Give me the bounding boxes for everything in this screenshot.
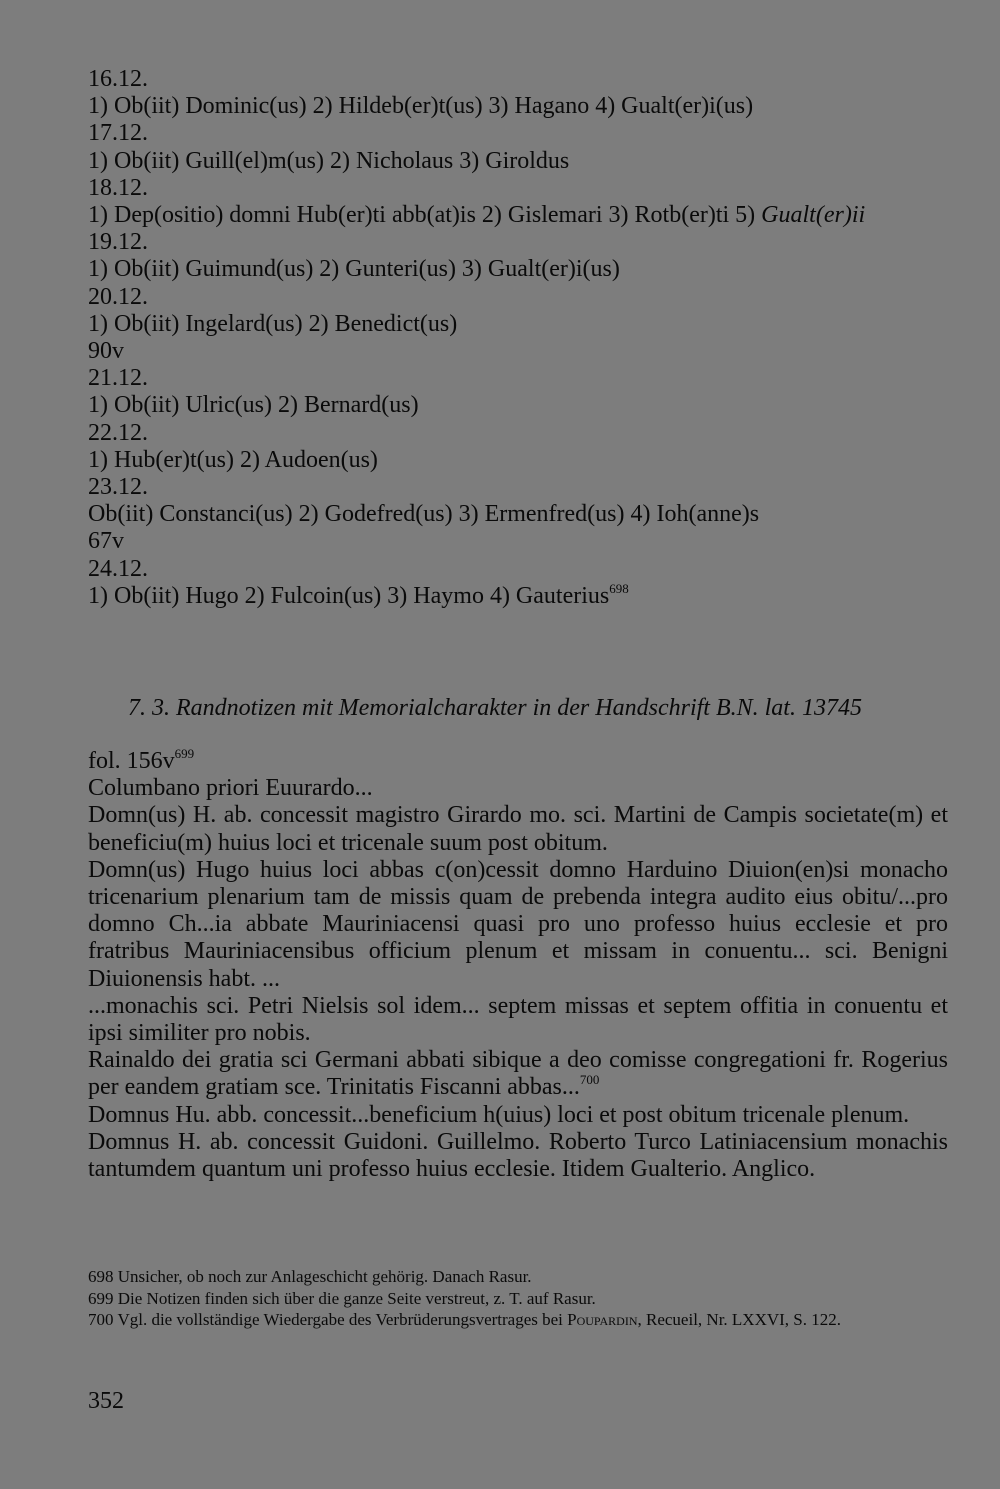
note-paragraph: ...monachis sci. Petri Nielsis sol idem... septem missas et septem offitia in conuentu et ipsi similiter pro nobis. [88, 992, 948, 1047]
footnote: 698 Unsicher, ob noch zur Anlageschicht gehörig. Danach Rasur. [88, 1267, 532, 1286]
footnote-ref: 699 [174, 746, 195, 761]
footnotes [88, 1266, 948, 1331]
footnote-ref: 698 [609, 580, 629, 596]
marginal-notes [88, 748, 948, 1183]
note-paragraph: Columbano priori Euurardo... [88, 775, 373, 802]
entry-date: 18.12. [88, 174, 148, 201]
entry-date: 22.12. [88, 419, 148, 446]
entry-names: Ob(iit) Constanci(us) 2) Godefred(us) 3) Ermenfred(us) 4) Ioh(anne)s [88, 501, 760, 528]
entry-date: 17.12. [88, 120, 148, 147]
footnote: 699 Die Notizen finden sich über die ganze Seite verstreut, z. T. auf Rasur. [88, 1288, 596, 1308]
entry-names: 1) Ob(iit) Ulric(us) 2) Bernard(us) [88, 392, 419, 419]
entry-date: 20.12. [88, 283, 148, 310]
note-paragraph: Domn(us) Hugo huius loci abbas c(on)cessit domno Harduino Diuion(en)si monacho tricenarium plenarium tam de missis quam de prebenda integra audito eius obitu/...pro domno Ch...ia abbate Mauriniacensi quasi pro uno professo huius ecclesie et pro fratribus Mauriniacensibus officium plenum et missam in conuentu... sci. Benigni Diuionensis habt. ... [88, 856, 948, 992]
note-paragraph: Domnus Hu. abb. concessit...beneficium h(uius) loci et post obitum tricenale plenum. [88, 1101, 910, 1128]
entry-date: 24.12. [88, 555, 148, 582]
entry-names: 1) Dep(ositio) domni Hub(er)ti abb(at)is 2) Gislemari 3) Rotb(er)ti 5) Gualt(er)ii [88, 202, 866, 229]
section-heading: 7. 3. Randnotizen mit Memorialcharakter in der Handschrift B.N. lat. 13745 [128, 695, 862, 721]
folio-marker: 67v [88, 528, 124, 555]
entry-date: 21.12. [88, 365, 148, 392]
folio-reference: fol. $156v^{699}$ [88, 746, 195, 774]
footnote: 700 Vgl. die vollständige Wiedergabe des Verbrüderungsvertrages bei Poupardin, Recueil, Nr. LXXVI, S. 122. [88, 1310, 842, 1329]
note-paragraph: Domn(us) H. ab. concessit magistro Girardo mo. sci. Martini de Campis societate(m) et beneficiu(m) huius loci et tricenale suum post obitum. [88, 802, 948, 856]
entry-names: 1) Ob(iit) Dominic(us) 2) Hildeb(er)t(us) 3) Hagano 4) Gualt(er)i(us) [88, 93, 754, 120]
note-paragraph: Domnus H. ab. concessit Guidoni. Guillelmo. Roberto Turco Latiniacensium monachis tantumdem quantum uni professo huius ecclesie. Itidem Gualterio. Anglico. [88, 1128, 948, 1183]
entry-names: 1) Ob(iit) Hugo 2) Fulcoin(us) 3) Haymo 4) Gauterius$^{698}$ [88, 580, 629, 609]
note-paragraph: Rainaldo dei gratia sci Germani abbati sibique a deo comisse congregationi fr. Rogerius per eandem gratiam sce. Trinitatis Fiscanni abbas...$^{700}$ [88, 1047, 948, 1101]
necrology-entries [88, 66, 968, 610]
entry-names: 1) Hub(er)t(us) 2) Audoen(us) [88, 446, 378, 473]
entry-names: 1) Ob(iit) Guill(el)m(us) 2) Nicholaus 3) Giroldus [88, 147, 570, 174]
entry-names: 1) Ob(iit) Ingelard(us) 2) Benedict(us) [88, 310, 458, 337]
entry-names: 1) Ob(iit) Guimund(us) 2) Gunteri(us) 3) Gualt(er)i(us) [88, 256, 620, 283]
entry-date: 23.12. [88, 474, 148, 501]
entry-date: 19.12. [88, 229, 148, 256]
footnote-ref: 700 [579, 1072, 600, 1088]
folio-marker: 90v [88, 338, 124, 365]
entry-date: 16.12. [88, 66, 148, 92]
page-number: 352 [88, 1388, 124, 1414]
